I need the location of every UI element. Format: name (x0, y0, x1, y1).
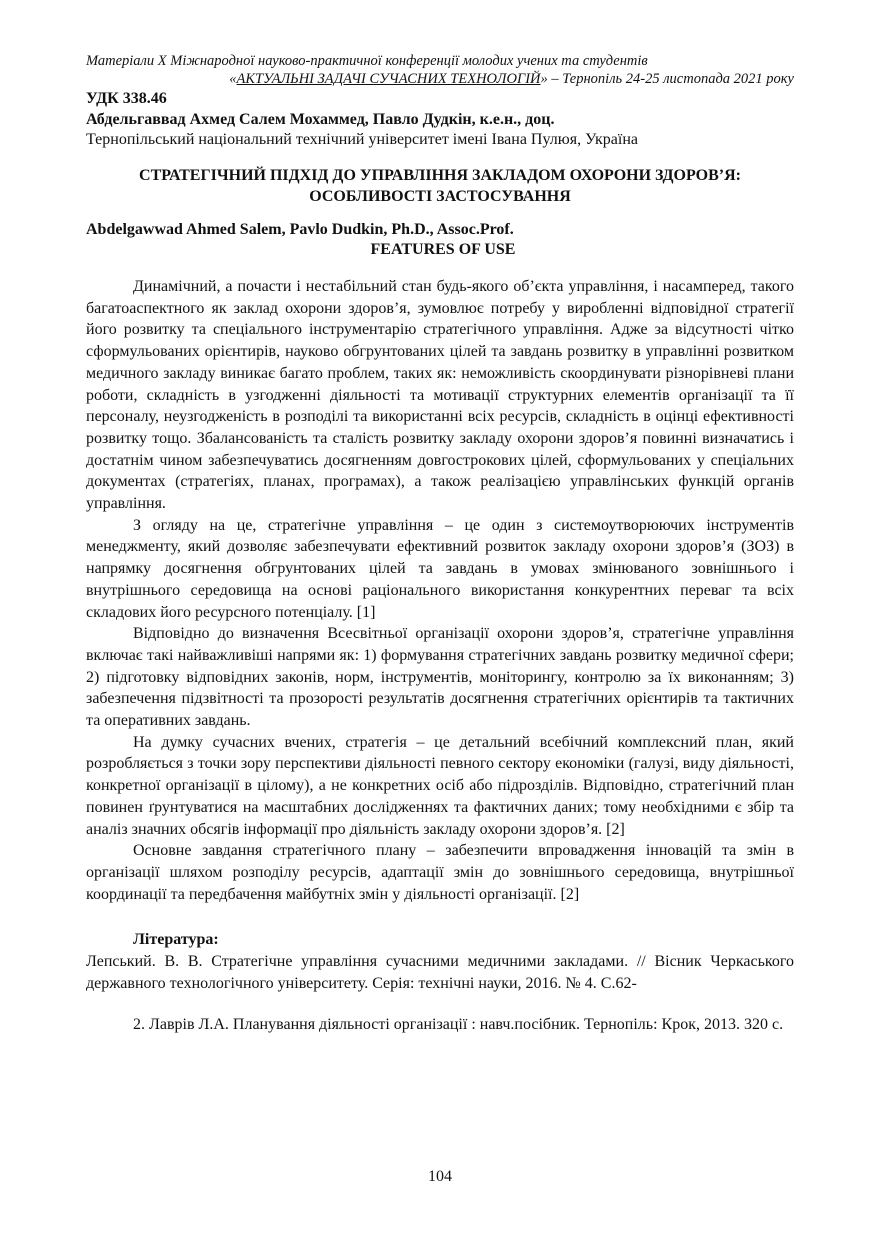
reference-item: 2. Лаврів Л.А. Планування діяльності організації : навч.посібник. Тернопіль: Крок, 2013. 320 с. (133, 1016, 784, 1033)
paragraph: Динамічний, а почасти і нестабільний стан будь-якого об’єкта управління, і насамперед, такого багатоаспектного як заклад охорони здоров’я, зумовлює потребу у виробленні відповідної стратегії його розвитку та спеціального інструментарію стратегічного управління. Адже за відсутності чітко сформульованих орієнтирів, науково обгрунтованих цілей та завдань розвитку в управлінні розвитком медичного закладу виникає багато проблем, таких як: неможливість скоординувати різнорівневі плани роботи, складність в узгодженні діяльності та мотивації структурних елементів організації та її персоналу, неузгодженість в розподілі та використанні всіх ресурсів, складність в оцінці ефективності розвитку тощо. Збалансованість та сталість розвитку закладу охорони здоров’я повинні визначатись і достатнім чином забезпечуватись досягненням довгострокових цілей, сформульованих у спеціальних документах (стратегіях, планах, програмах), а також реалізацією управлінських функцій органів управління. (86, 278, 794, 513)
conference-header (86, 52, 794, 88)
article-title (86, 165, 794, 207)
conference-line-2: «АКТУАЛЬНІ ЗАДАЧІ СУЧАСНИХ ТЕХНОЛОГІЙ» – Тернопіль 24-25 листопада 2021 року (229, 71, 794, 87)
paragraph: Основне завдання стратегічного плану – забезпечити впровадження інновацій та змін в організації шляхом розподілу ресурсів, адаптації змін до зовнішнього середовища, внутрішньої координації та передбачення майбутніх змін у діяльності організації. [2] (86, 842, 794, 903)
article-body (86, 276, 794, 905)
paragraph: З огляду на це, стратегічне управління – це один з системоутворюючих інструментів менеджменту, який дозволяє забезпечувати ефективний розвиток закладу охорони здоров’я (ЗОЗ) в напрямку досягнення обгрунтованих цілей та завдань в умовах змінюваного зовнішнього і внутрішнього середовища на основі раціонального використання конкурентних переваг та всіх складових його ресурсного потенціалу. [1] (86, 516, 794, 621)
paragraph: На думку сучасних вчених, стратегія – це детальний всебічний комплексний план, який розробляється з точки зору перспективи діяльності певного сектору економіки (галузі, виду діяльності, конкретної організації в цілому), а не конкретних осіб або підрозділів. Відповідно, стратегічний план повинен ґрунтуватися на масштабних дослідженнях та фактичних даних; тому необхідними є збір та аналіз значних обсягів інформації про діяльність закладу охорони здоров’я. [2] (86, 733, 794, 838)
english-authors: Abdelgawwad Ahmed Salem, Pavlo Dudkin, Ph.D., Assoc.Prof. (86, 221, 514, 238)
authors: Абдельгаввад Ахмед Салем Мохаммед, Павло Дудкін, к.е.н., доц. (86, 111, 555, 128)
title-line-2: ОСОБЛИВОСТІ ЗАСТОСУВАННЯ (309, 188, 571, 205)
conference-line-1: Матеріали X Міжнародної науково-практичної конференції молодих учених та студентів (86, 53, 648, 69)
title-line-1: СТРАТЕГІЧНИЙ ПІДХІД ДО УПРАВЛІННЯ ЗАКЛАДОМ ОХОРОНИ ЗДОРОВ’Я: (139, 167, 741, 184)
english-title: FEATURES OF USE (370, 241, 516, 258)
affiliation: Тернопільський національний технічний університет імені Івана Пулюя, Україна (86, 131, 638, 148)
reference-item: Лепський. В. В. Стратегічне управління сучасними медичними закладами. // Вісник Черкаського державного технологічного університету. Серія: технічні науки, 2016. № 4. С.62- (86, 953, 794, 992)
paragraph: Відповідно до визначення Всесвітньої організації охорони здоров’я, стратегічне управління включає такі найважливіші напрями як: 1) формування стратегічних завдань розвитку медичної сфери; 2) підготовку відповідних законів, норм, інструментів, моніторингу, контролю за їх виконанням; 3) забезпечення підзвітності та прозорості результатів досягнення стратегічних орієнтирів та тактичних та оперативних завдань. (86, 625, 794, 730)
page-number: 104 (428, 1168, 452, 1185)
udk-code: УДК 338.46 (86, 90, 167, 107)
conference-name: АКТУАЛЬНІ ЗАДАЧІ СУЧАСНИХ ТЕХНОЛОГІЙ (236, 71, 541, 87)
references-heading: Література: (133, 931, 219, 948)
